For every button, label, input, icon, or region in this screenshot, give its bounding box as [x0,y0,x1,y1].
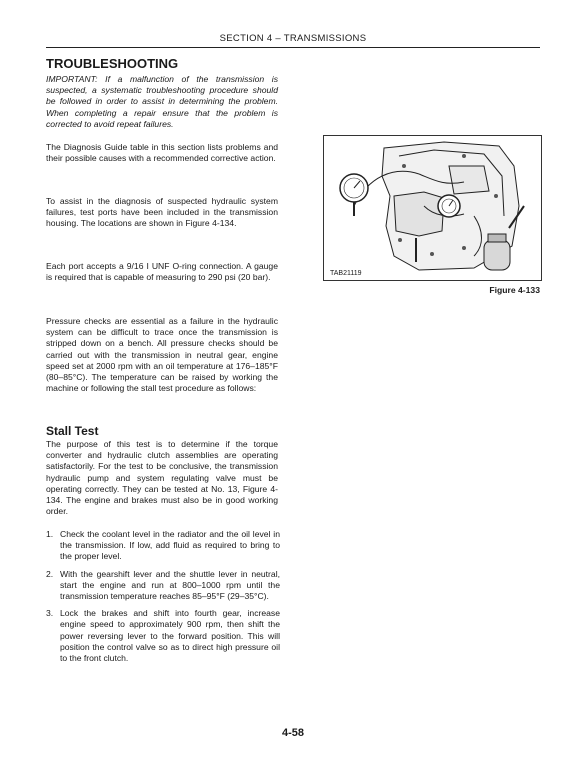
header-divider [46,47,540,48]
port-connection-paragraph: Each port accepts a 9/16 I UNF O-ring connection. A gauge is required that is capable of measuring to 290 psi (20 bar). [46,261,278,283]
important-note: IMPORTANT: If a malfunction of the transmission is suspected, a systematic troubleshooting procedure should be followed in order to assist in determining the problem. When completing a repair ensure that the problem is corrected to avoid repeat failures. [46,74,278,129]
pressure-gauge-left [340,174,368,216]
transmission-photo-figure [323,135,542,281]
page-number: 4-58 [281,727,305,739]
step-number: 1. [46,529,54,539]
list-item [46,608,280,664]
step-text: Lock the brakes and shift into fourth gear, increase engine speed to approximately 900 rpm, then shift the power reversing lever to the forward position. This will position the control valve so as to direct high pressure oil to the front clutch. [60,608,280,664]
stall-test-intro: The purpose of this test is to determine if the torque converter and hydraulic clutch assemblies are operating satisfactorily. For the test to be conclusive, the transmission hydraulic pump and system regulating valve must be operating correctly. They can be tested at No. 13, Figure 4-134. The engine and brakes must also be in good working order. [46,439,278,517]
figure-reference-tag: TAB21119 [330,270,362,277]
stall-test-steps [46,529,280,670]
step-number: 3. [46,608,54,619]
list-item [46,569,280,603]
step-text: Check the coolant level in the radiator and the oil level in the transmission. If low, add fluid as required to bring to the proper level. [60,529,280,562]
troubleshooting-heading: TROUBLESHOOTING [46,56,179,71]
list-item [46,529,280,563]
test-ports-paragraph: To assist in the diagnosis of suspected hydraulic system failures, test ports have been included in the transmission housing. The locations are shown in Figure 4-134. [46,196,278,229]
step-text: With the gearshift lever and the shuttle lever in neutral, start the engine and run at 800–1000 rpm until the transmission temperature reaches 85–95°F (29–35°C). [60,568,280,602]
step-number: 2. [46,568,54,579]
filter-canister [484,234,510,270]
figure-caption: Figure 4-133 [489,285,540,295]
section-header: SECTION 4 – TRANSMISSIONS [219,33,367,44]
transmission-test-port-illustration [324,136,541,280]
stall-test-heading: Stall Test [46,424,99,438]
pressure-checks-paragraph: Pressure checks are essential as a failure in the hydraulic system can be difficult to trace once the transmission is stripped down on a bench. All pressure checks should be carried out with the transmission in neutral gear, engine speed set at 2000 rpm with an oil temperature at 176–185°F (80–85°C). The temperature can be raised by working the machine or following the stall test procedure as follows: [46,316,278,394]
pressure-gauge-center [438,195,460,217]
diagnosis-guide-paragraph: The Diagnosis Guide table in this section lists problems and their possible causes with a recommended corrective action. [46,142,278,164]
